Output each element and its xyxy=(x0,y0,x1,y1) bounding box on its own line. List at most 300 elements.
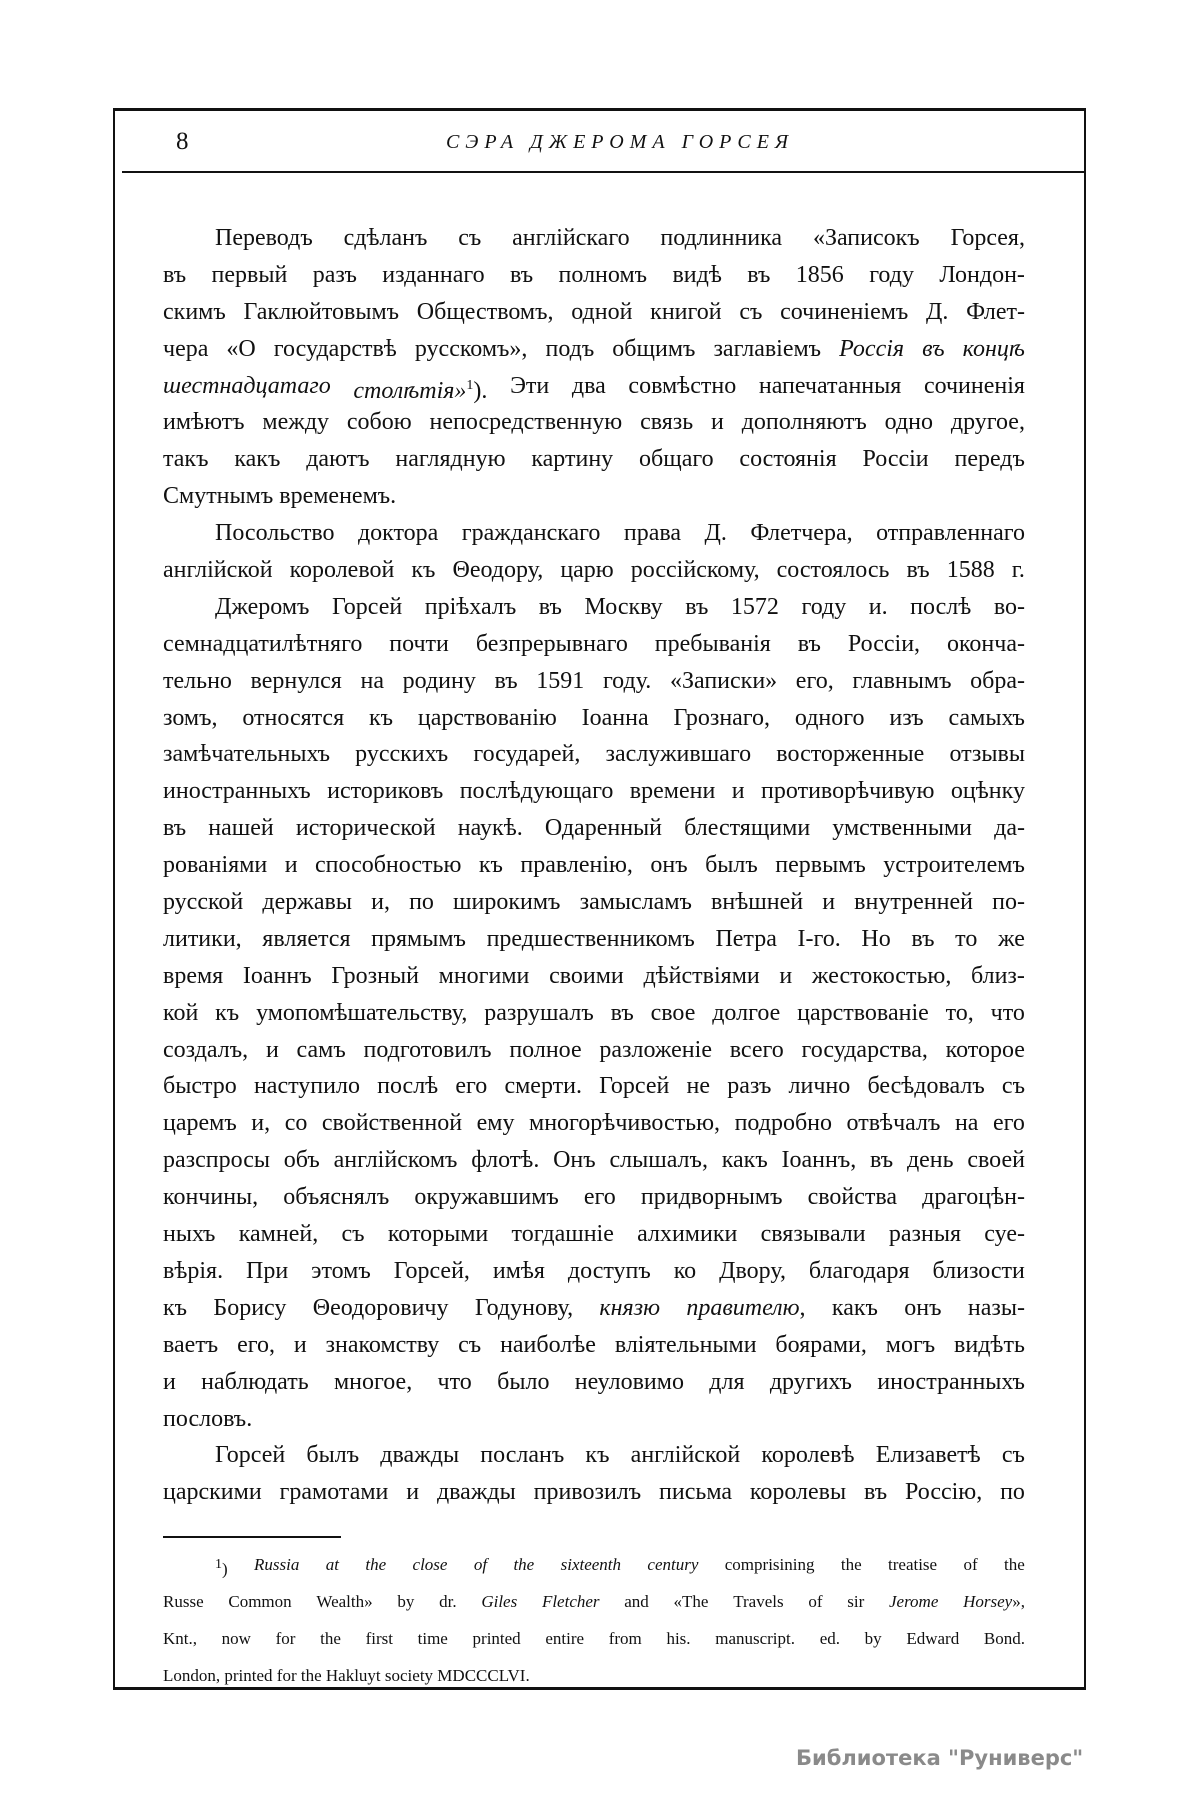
word xyxy=(599,1290,660,1327)
word xyxy=(869,589,888,626)
text-segment: дважды xyxy=(436,1479,516,1506)
text-segment: и xyxy=(163,1368,176,1395)
word xyxy=(285,847,298,884)
word xyxy=(673,700,770,737)
word xyxy=(334,1364,412,1401)
text-segment: чера xyxy=(163,335,209,362)
footnote-line xyxy=(163,1625,1025,1662)
word xyxy=(659,1474,732,1511)
word xyxy=(163,663,232,700)
word xyxy=(907,1142,954,1179)
word xyxy=(355,736,448,773)
word xyxy=(326,1327,440,1364)
word xyxy=(674,1253,696,1290)
text-segment: знакомству xyxy=(325,1331,440,1358)
word xyxy=(750,1474,846,1511)
text-segment: ) xyxy=(222,1559,228,1579)
text-segment: Travels xyxy=(733,1591,784,1611)
text-line xyxy=(163,441,1025,478)
word xyxy=(458,220,481,257)
text-line xyxy=(163,626,1025,663)
text-segment: Грознаго, xyxy=(673,704,771,731)
word xyxy=(371,921,466,958)
word xyxy=(163,1364,176,1401)
text-segment: подлинника xyxy=(660,225,783,251)
text-segment: семнадцатилѣтняго xyxy=(163,630,363,657)
word xyxy=(163,1625,197,1662)
word xyxy=(439,1588,456,1625)
text-segment: въ xyxy=(163,261,187,288)
text-segment: Но xyxy=(861,925,891,952)
word xyxy=(713,331,821,368)
word xyxy=(254,1068,360,1105)
text-segment: способностью xyxy=(314,852,462,879)
word xyxy=(947,626,1025,663)
text-segment: онъ xyxy=(904,1294,942,1321)
text-segment: почти xyxy=(389,630,449,657)
word xyxy=(504,1068,582,1105)
text-segment: восторженные xyxy=(776,741,925,768)
word xyxy=(246,1253,288,1290)
word xyxy=(208,810,273,847)
word xyxy=(545,1625,584,1662)
word xyxy=(761,773,934,810)
word xyxy=(719,1253,786,1290)
text-segment: англійскаго xyxy=(512,225,630,251)
text-segment: 1856 xyxy=(795,261,844,288)
word xyxy=(453,884,560,921)
text-segment: Смутнымъ временемъ. xyxy=(163,483,397,510)
word xyxy=(712,995,780,1032)
text-line xyxy=(163,552,1025,589)
text-segment: Wealth» xyxy=(316,1591,373,1611)
text-segment: его xyxy=(455,1073,488,1100)
word xyxy=(474,1551,487,1588)
word xyxy=(631,1437,741,1474)
text-segment: два xyxy=(571,372,606,399)
text-segment: При xyxy=(246,1257,289,1284)
text-segment: и. xyxy=(868,593,888,620)
text-segment: and xyxy=(624,1591,649,1611)
word xyxy=(770,1364,852,1401)
text-segment: какъ xyxy=(721,1147,768,1174)
word xyxy=(812,958,951,995)
word xyxy=(612,331,695,368)
word xyxy=(222,1625,251,1662)
text-segment: и xyxy=(711,409,724,436)
word xyxy=(462,515,601,552)
text-segment: г. xyxy=(1011,557,1025,584)
word xyxy=(949,736,1025,773)
text-segment: государствѣ xyxy=(273,335,397,362)
text-segment: оконча- xyxy=(946,630,1025,657)
text-segment: такъ xyxy=(163,446,209,473)
text-line xyxy=(163,1068,1025,1105)
word xyxy=(674,1588,709,1625)
text-segment: рованіями xyxy=(163,852,268,879)
word xyxy=(163,1253,223,1290)
text-segment: другое, xyxy=(950,409,1025,436)
text-segment: Горсей, xyxy=(393,1257,470,1284)
text-segment: Θеодору, xyxy=(452,557,544,584)
word xyxy=(685,589,708,626)
word xyxy=(711,884,803,921)
text-line xyxy=(163,810,1025,847)
library-watermark: Библиотека "Руниверс" xyxy=(796,1746,1084,1770)
text-segment: жестокостью, xyxy=(811,962,952,989)
text-segment: the xyxy=(840,1555,862,1574)
text-segment: умственными xyxy=(832,815,972,842)
text-segment: Горсей xyxy=(215,1442,286,1469)
text-segment: безпрерывнаго xyxy=(475,630,628,657)
word xyxy=(331,958,419,995)
word xyxy=(832,810,972,847)
word xyxy=(963,1588,1025,1625)
word xyxy=(326,1551,339,1588)
text-segment: of xyxy=(963,1555,978,1574)
word xyxy=(984,1625,1025,1662)
word xyxy=(406,1474,419,1511)
text-segment: Одаренный xyxy=(544,815,663,842)
text-segment: государства, xyxy=(801,1036,928,1063)
text-segment: его, xyxy=(237,1331,275,1358)
text-segment: его xyxy=(993,1110,1025,1137)
word xyxy=(215,1551,228,1588)
word xyxy=(905,1474,982,1511)
text-segment: многорѣчивостью, xyxy=(529,1110,721,1137)
text-segment: государей, xyxy=(473,741,581,768)
word xyxy=(841,1551,862,1588)
text-segment: общаго xyxy=(639,446,714,473)
word xyxy=(599,1032,712,1069)
text-segment: по xyxy=(409,889,434,916)
word xyxy=(922,331,945,368)
text-segment: сочиненіемъ xyxy=(780,298,909,325)
word xyxy=(582,700,649,737)
text-segment: доктора xyxy=(357,520,439,547)
text-segment: книгой xyxy=(650,298,722,325)
text-segment: , xyxy=(799,1294,806,1321)
text-segment: now xyxy=(221,1628,251,1648)
word xyxy=(311,1253,371,1290)
word xyxy=(226,331,255,368)
text-segment: умопомѣшательству, xyxy=(256,999,468,1026)
text-line xyxy=(163,1105,1025,1142)
text-segment: sir xyxy=(847,1591,865,1611)
italic-text: of xyxy=(473,1555,488,1574)
text-segment: ). xyxy=(473,377,488,404)
text-line xyxy=(163,404,1025,441)
word xyxy=(647,1551,698,1588)
text-segment: послѣдующаго xyxy=(459,778,614,805)
word xyxy=(946,1032,1025,1069)
text-segment: державы xyxy=(262,889,352,916)
text-segment: и, xyxy=(251,1110,271,1137)
word xyxy=(705,847,758,884)
word xyxy=(839,331,904,368)
word xyxy=(686,1290,805,1327)
word xyxy=(603,663,651,700)
text-segment: имѣютъ xyxy=(163,409,245,436)
text-segment: внутренней xyxy=(854,889,973,916)
text-segment: замѣчательныхъ xyxy=(163,741,330,768)
word xyxy=(366,1625,393,1662)
header-rule xyxy=(122,171,1084,173)
text-segment: видѣть xyxy=(954,1331,1025,1358)
text-segment: I-го. xyxy=(797,925,841,952)
running-title: СЭРА ДЖЕРОМА ГОРСЕЯ xyxy=(445,131,795,153)
text-segment: долгое xyxy=(712,999,781,1026)
text-segment: for xyxy=(275,1628,296,1648)
word xyxy=(1004,1551,1025,1588)
text-segment: полное xyxy=(509,1036,582,1063)
text-segment: Іоанна xyxy=(581,704,649,731)
text-segment: царствованіе xyxy=(797,999,929,1026)
word xyxy=(802,1032,928,1069)
word xyxy=(347,404,412,441)
word xyxy=(888,1551,937,1588)
italic-text: Россія xyxy=(839,335,905,362)
word xyxy=(369,700,393,737)
word xyxy=(316,1588,372,1625)
text-segment: какъ xyxy=(831,1294,878,1321)
word xyxy=(933,1253,1025,1290)
word xyxy=(215,1437,285,1474)
word xyxy=(575,1364,684,1401)
text-segment: отвѣчалъ xyxy=(846,1110,941,1137)
text-segment: подъ xyxy=(545,335,595,362)
word xyxy=(870,1142,893,1179)
text-segment: Россіи xyxy=(862,446,929,473)
text-segment: общимъ xyxy=(612,335,696,362)
word xyxy=(991,995,1025,1032)
word xyxy=(163,1588,204,1625)
text-segment: Bond. xyxy=(983,1628,1025,1648)
word xyxy=(476,626,628,663)
text-segment: одной xyxy=(571,298,633,325)
word xyxy=(403,663,476,700)
text-segment: собою xyxy=(346,409,412,436)
word xyxy=(655,626,771,663)
italic-text: close xyxy=(412,1555,448,1574)
word xyxy=(487,921,695,958)
word xyxy=(951,220,1025,257)
word xyxy=(650,847,687,884)
text-segment: лично xyxy=(788,1073,851,1100)
word xyxy=(458,1327,481,1364)
word xyxy=(163,847,267,884)
word xyxy=(361,663,385,700)
text-segment: скимъ xyxy=(163,298,226,325)
italic-text: въ xyxy=(922,335,945,362)
text-segment: съ xyxy=(341,1221,365,1248)
word xyxy=(418,1625,448,1662)
text-line xyxy=(163,1216,1025,1253)
text-segment: непосредственную xyxy=(429,409,623,436)
word xyxy=(480,1437,564,1474)
word xyxy=(984,1216,1025,1253)
word xyxy=(262,884,352,921)
text-segment: Переводъ xyxy=(215,225,313,251)
text-segment: и xyxy=(284,852,298,879)
word xyxy=(320,1625,341,1662)
word xyxy=(808,1179,897,1216)
word xyxy=(864,1474,887,1511)
text-segment: на xyxy=(954,1110,979,1137)
word xyxy=(471,1142,539,1179)
text-segment: боярами, xyxy=(775,1331,867,1358)
word xyxy=(869,257,914,294)
word xyxy=(256,995,467,1032)
word xyxy=(801,589,846,626)
word xyxy=(883,847,1025,884)
text-segment: заслужившаго xyxy=(605,741,752,768)
word xyxy=(955,1105,979,1142)
text-segment: русскихъ xyxy=(355,741,449,768)
word xyxy=(382,257,484,294)
word xyxy=(377,1068,438,1105)
text-segment: Russe xyxy=(163,1591,204,1611)
word xyxy=(776,736,924,773)
word xyxy=(624,1588,649,1625)
word xyxy=(1000,1474,1025,1511)
text-segment: своими xyxy=(549,962,624,989)
text-segment: и xyxy=(779,962,793,989)
text-segment: и xyxy=(293,1331,307,1358)
word xyxy=(163,773,311,810)
text-segment: дважды xyxy=(380,1442,460,1469)
text-segment: англійской xyxy=(630,1442,741,1469)
word xyxy=(413,1551,448,1588)
text-segment: замысламъ xyxy=(579,889,692,916)
word xyxy=(559,257,648,294)
text-segment: Edward xyxy=(906,1628,960,1648)
text-segment: близости xyxy=(932,1257,1025,1284)
text-segment: treatise xyxy=(888,1555,938,1574)
text-segment: объяснялъ xyxy=(283,1184,390,1211)
word xyxy=(906,1625,959,1662)
text-line xyxy=(163,884,1025,921)
text-line xyxy=(163,589,1025,626)
text-segment: письма xyxy=(659,1479,733,1506)
text-segment: by xyxy=(397,1591,415,1611)
word xyxy=(163,700,217,737)
text-segment: from xyxy=(608,1628,642,1648)
word xyxy=(163,441,209,478)
text-segment: смерти. xyxy=(504,1073,582,1100)
text-segment: устроителемъ xyxy=(883,852,1025,879)
word xyxy=(341,1216,364,1253)
word xyxy=(283,1179,389,1216)
text-segment: къ xyxy=(585,1442,610,1469)
word xyxy=(606,736,752,773)
text-line xyxy=(163,1290,1025,1327)
word xyxy=(571,294,632,331)
word xyxy=(280,1474,389,1511)
text-segment: какъ xyxy=(234,446,281,473)
word xyxy=(789,1068,851,1105)
text-segment: могъ xyxy=(885,1331,936,1358)
word xyxy=(243,958,312,995)
word xyxy=(437,1474,516,1511)
text-segment: въ xyxy=(863,1479,888,1506)
text-segment: полномъ xyxy=(558,261,648,288)
word xyxy=(922,1179,1025,1216)
text-segment: Флетчера, xyxy=(750,520,853,547)
word xyxy=(513,1551,534,1588)
text-segment: съ xyxy=(458,1331,482,1358)
text-segment: first xyxy=(365,1628,393,1648)
text-line xyxy=(163,1032,1025,1069)
italic-text: правителю xyxy=(686,1294,800,1321)
word xyxy=(163,1142,270,1179)
word xyxy=(228,1588,291,1625)
text-segment: наукѣ. xyxy=(457,815,523,842)
text-segment: въ xyxy=(610,999,634,1026)
text-segment: Онъ xyxy=(553,1147,596,1174)
text-segment: 1572 xyxy=(730,593,779,620)
word xyxy=(215,995,239,1032)
word xyxy=(497,1364,549,1401)
text-segment: ваетъ xyxy=(163,1331,219,1358)
word xyxy=(163,294,226,331)
word xyxy=(251,663,342,700)
word xyxy=(939,257,1025,294)
italic-text: Horsey xyxy=(963,1591,1013,1611)
text-segment: да- xyxy=(994,815,1025,842)
text-segment: одного xyxy=(794,704,865,731)
word xyxy=(684,810,810,847)
word xyxy=(782,1142,857,1179)
text-segment: многими xyxy=(438,962,530,989)
word xyxy=(163,1032,248,1069)
text-segment: », xyxy=(1012,1591,1025,1611)
text-segment: Флет- xyxy=(966,298,1025,325)
word xyxy=(297,1032,346,1069)
word xyxy=(439,958,530,995)
word xyxy=(637,1216,737,1253)
text-segment: «Записки» xyxy=(669,667,778,694)
footnote-line xyxy=(163,1662,1025,1699)
text-segment: Обществомъ, xyxy=(416,298,554,325)
text-segment: наиболѣе xyxy=(500,1331,596,1358)
word xyxy=(777,552,890,589)
text-segment: слышалъ, xyxy=(609,1147,708,1174)
text-segment: «О xyxy=(226,335,256,362)
word xyxy=(284,1142,320,1179)
word xyxy=(479,847,503,884)
text-segment: въ xyxy=(510,261,534,288)
word xyxy=(215,220,313,257)
text-segment: printed xyxy=(472,1628,521,1648)
text-segment: къ xyxy=(215,999,240,1026)
text-segment: Θеодоровичу xyxy=(312,1294,449,1321)
word xyxy=(553,1142,596,1179)
word xyxy=(1002,1437,1025,1474)
text-segment: привозилъ xyxy=(533,1479,642,1506)
word xyxy=(861,921,890,958)
text-segment: Іоаннъ, xyxy=(781,1147,857,1174)
text-segment: первымъ xyxy=(775,852,866,879)
text-segment: «Записокъ xyxy=(812,225,920,251)
word xyxy=(163,404,245,441)
text-segment: the xyxy=(320,1628,341,1648)
word xyxy=(968,1290,1025,1327)
word xyxy=(163,1327,218,1364)
word xyxy=(820,1625,840,1662)
word xyxy=(452,552,543,589)
text-segment: королевы xyxy=(749,1479,847,1506)
